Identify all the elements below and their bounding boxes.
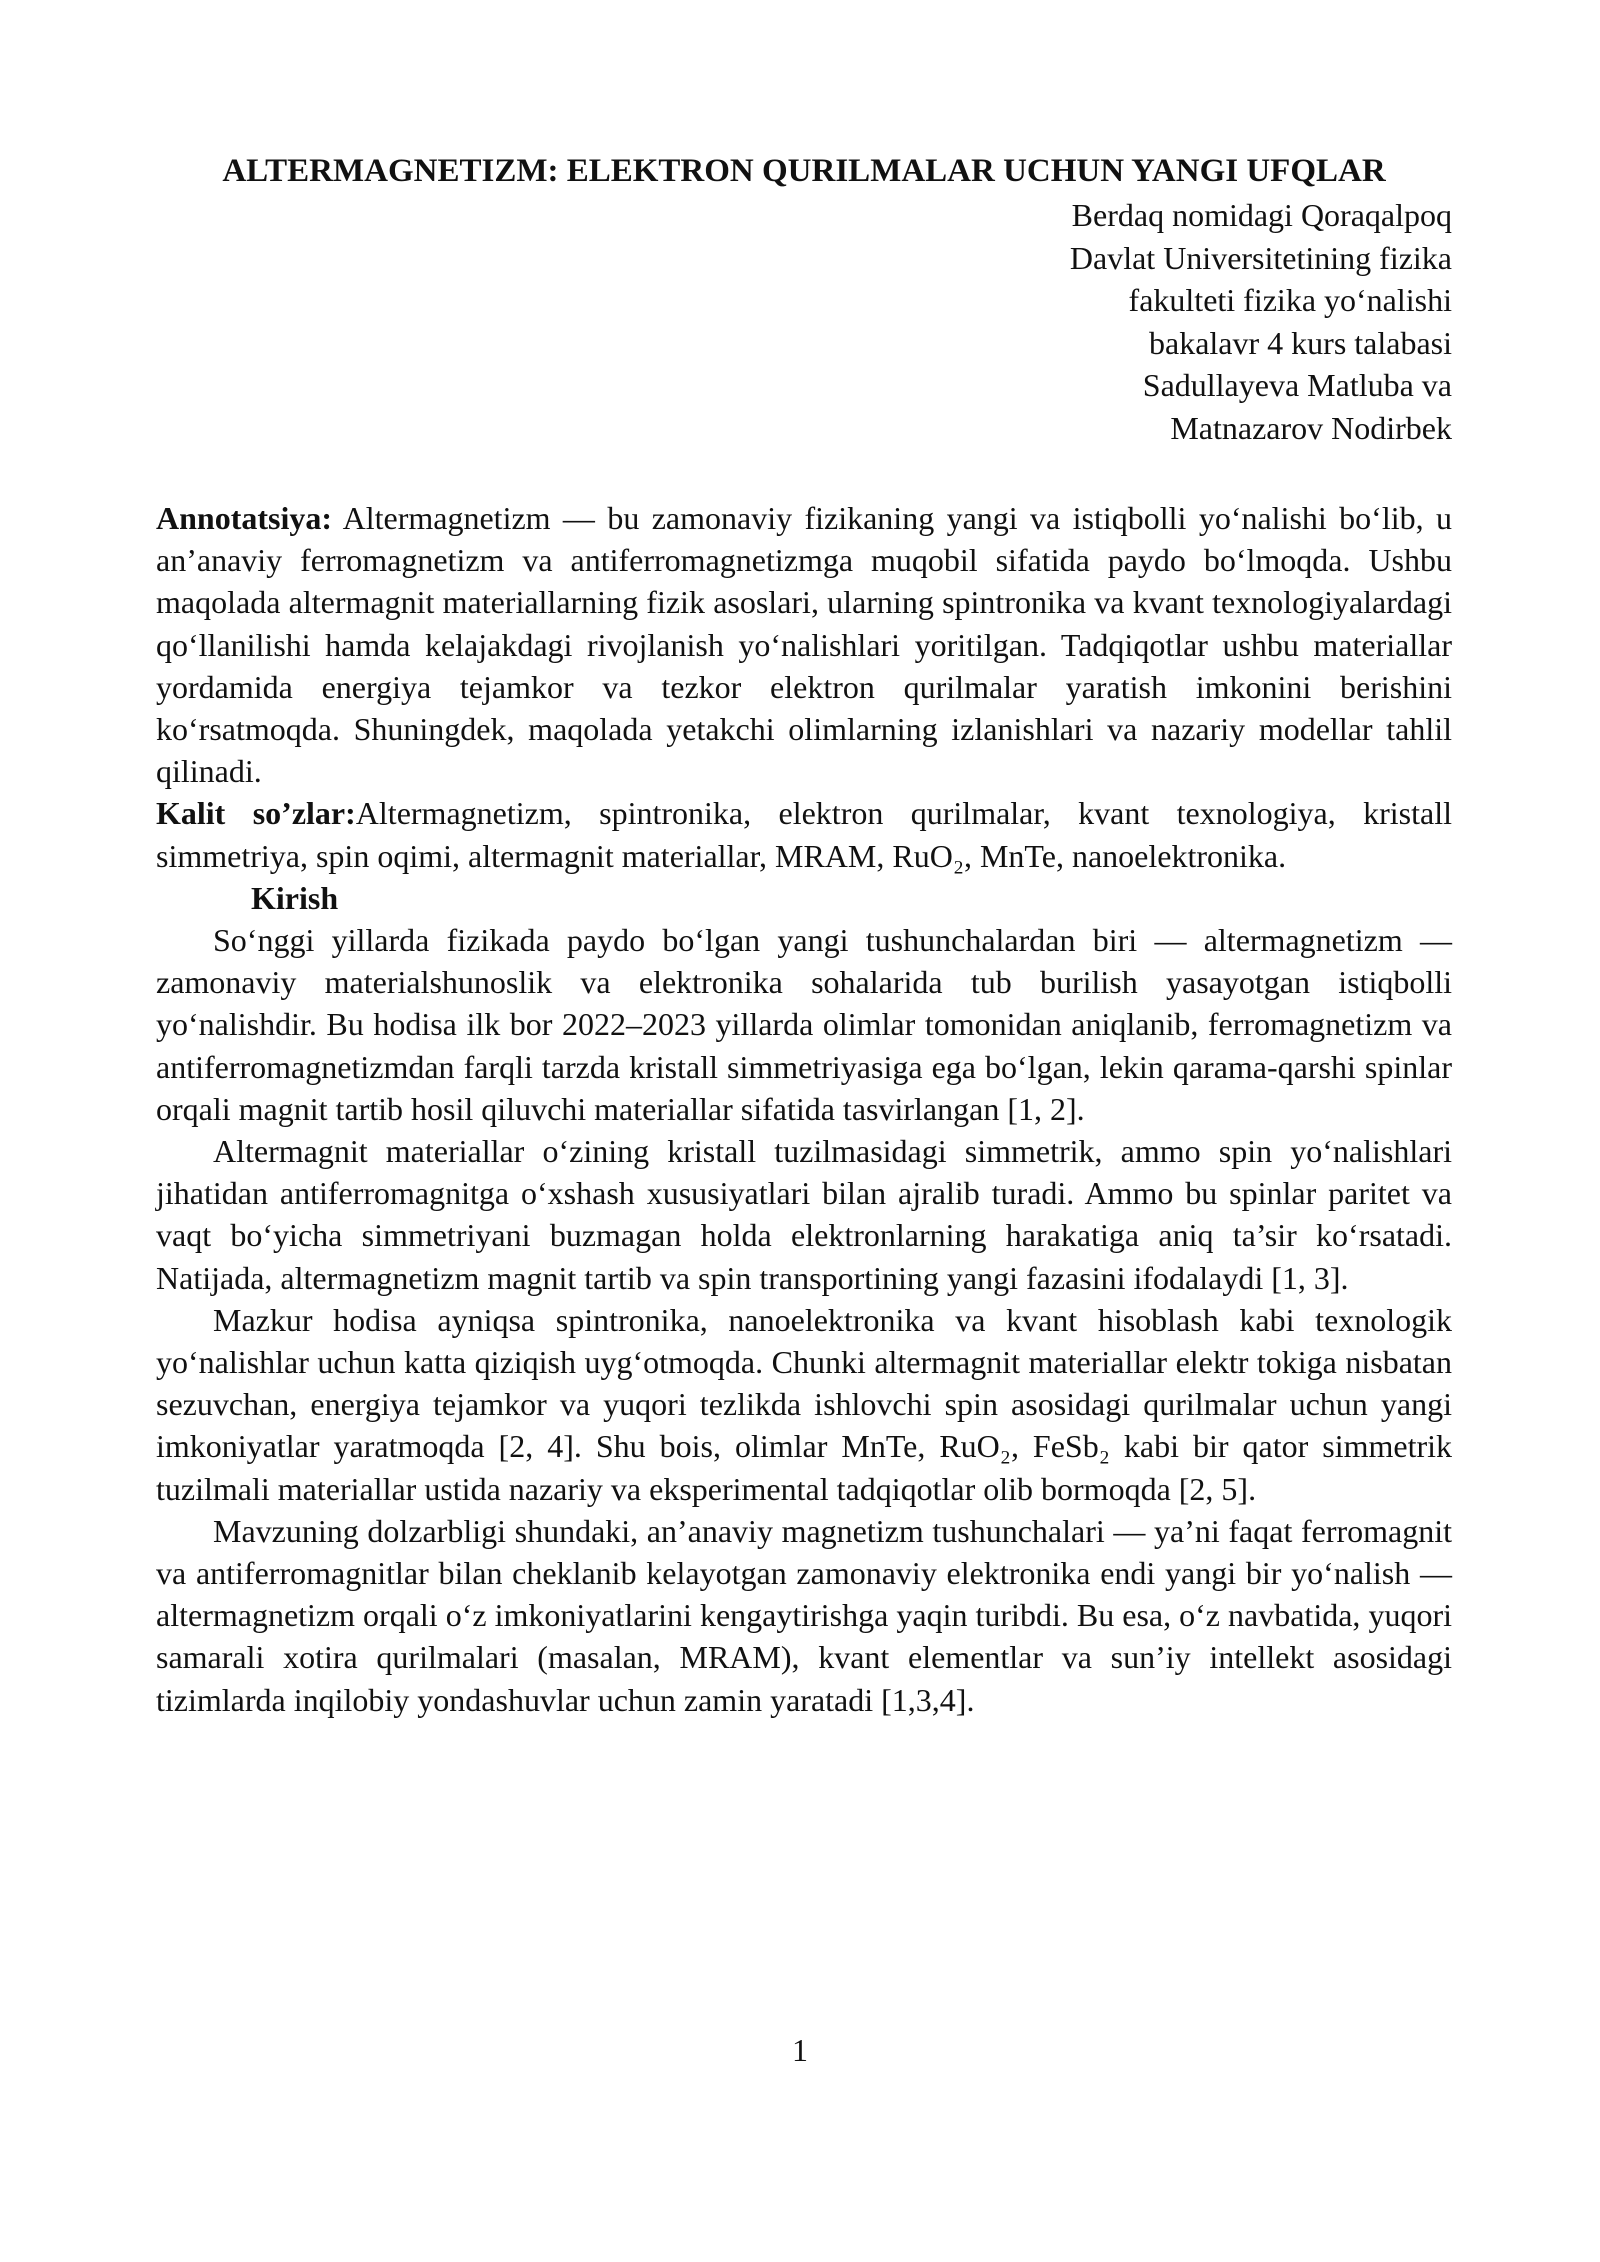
body-paragraph: Mazkur hodisa ayniqsa spintronika, nanoelektronika va kvant hisoblash kabi texnologik yo‘nalishlar uchun katta qiziqish uyg‘otmoqda. Chunki altermagnit materiallar elektr tokiga nisbatan sezuvchan, energiya tejamkor va yuqori tezlikda ishlovchi spin asosidagi qurilmalar uchun yangi imkoniyatlar yaratmoqda [2, 4]. Shu bois, olimlar MnTe, RuO₂, FeSb₂ kabi bir qator simmetrik tuzilmali materiallar ustida nazariy va eksperimental tadqiqotlar olib bormoqda [2, 5]. xyxy=(156,1301,1452,1507)
keywords-label: Kalit so’zlar: xyxy=(156,795,356,832)
annotation-text: Altermagnetizm — bu zamonaviy fizikaning yangi va istiqbolli yo‘nalishi bo‘lib, u an’anaviy ferromagnetizm va antiferromagnetizmga muqobil sifatida paydo bo‘lmoqda. Ushbu maqolada altermagnit materiallarning fizik asoslari, ularning spintronika va kvant texnologiyalardagi qo‘llanilishi hamda kelajakdagi rivojlanish yo‘nalishlari yoritilgan. Tadqiqotlar ushbu materiallar yordamida energiya tejamkor va tezkor elektron qurilmalar yaratish imkonini berishini ko‘rsatmoqda. Shuningdek, maqolada yetakchi olimlarning izlanishlari va nazariy modellar tahlil qilinadi. xyxy=(156,500,1452,790)
page-number: 1 xyxy=(792,2032,808,2068)
body-paragraph: Altermagnit materiallar o‘zining kristall tuzilmasidagi simmetrik, ammo spin yo‘nalishlari jihatidan antiferromagnitga o‘xshash xususiyatlari bilan ajralib turadi. Ammo bu spinlar paritet va vaqt bo‘yicha simmetriyani buzmagan holda elektronlarning harakatiga aniq ta’sir ko‘rsatadi. Natijada, altermagnetizm magnit tartib va spin transportining yangi fazasini ifodalaydi [1, 3]. xyxy=(156,1133,1452,1296)
keywords-paragraph xyxy=(156,792,1452,876)
author-line: Sadullayeva Matluba va xyxy=(1142,367,1452,403)
author-line: fakulteti fizika yo‘nalishi xyxy=(1128,282,1452,318)
article-title: ALTERMAGNETIZM: ELEKTRON QURILMALAR UCHUN YANGI UFQLAR xyxy=(222,153,1386,189)
annotation-label: Annotatsiya: xyxy=(156,500,333,536)
author-line: Berdaq nomidagi Qoraqalpoq xyxy=(1071,197,1452,233)
body-paragraph: Mavzuning dolzarbligi shundaki, an’anaviy magnetizm tushunchalari — ya’ni faqat ferromagnit va antiferromagnitlar bilan cheklanib kelayotgan zamonaviy elektronika endi yangi bir yo‘nalish — altermagnetizm orqali o‘z imkoniyatlarini kengaytirishga yaqin turibdi. Bu esa, o‘z navbatida, yuqori samarali xotira qurilmalari (masalan, MRAM), kvant elementlar va sun’iy intellekt asosidagi tizimlarda inqilobiy yondashuvlar uchun zamin yaratadi [1,3,4]. xyxy=(156,1512,1452,1718)
annotation-paragraph xyxy=(156,497,1452,792)
body-paragraph: So‘nggi yillarda fizikada paydo bo‘lgan yangi tushunchalardan biri — altermagnetizm — zamonaviy materialshunoslik va elektronika sohalarida tub burilish yasayotgan istiqbolli yo‘nalishdir. Bu hodisa ilk bor 2022–2023 yillarda olimlar tomonidan aniqlanib, ferromagnetizm va antiferromagnetizmdan farqli tarzda kristall simmetriyasiga ega bo‘lgan, lekin qarama-qarshi spinlar orqali magnit tartib hosil qiluvchi materiallar sifatida tasvirlangan [1, 2]. xyxy=(156,922,1452,1127)
section-heading: Kirish xyxy=(251,879,339,916)
author-line: Matnazarov Nodirbek xyxy=(1170,409,1452,446)
author-line: Davlat Universitetining fizika xyxy=(1069,239,1452,276)
page-content xyxy=(156,150,1452,1721)
keywords-text: Altermagnetizm, spintronika, elektron qurilmalar, kvant texnologiya, kristall simmetriya, spin oqimi, altermagnit materiallar, MRAM, RuO₂, MnTe, nanoelektronika. xyxy=(156,795,1453,874)
author-block xyxy=(932,194,1452,449)
author-line: bakalavr 4 kurs talabasi xyxy=(1149,324,1452,361)
